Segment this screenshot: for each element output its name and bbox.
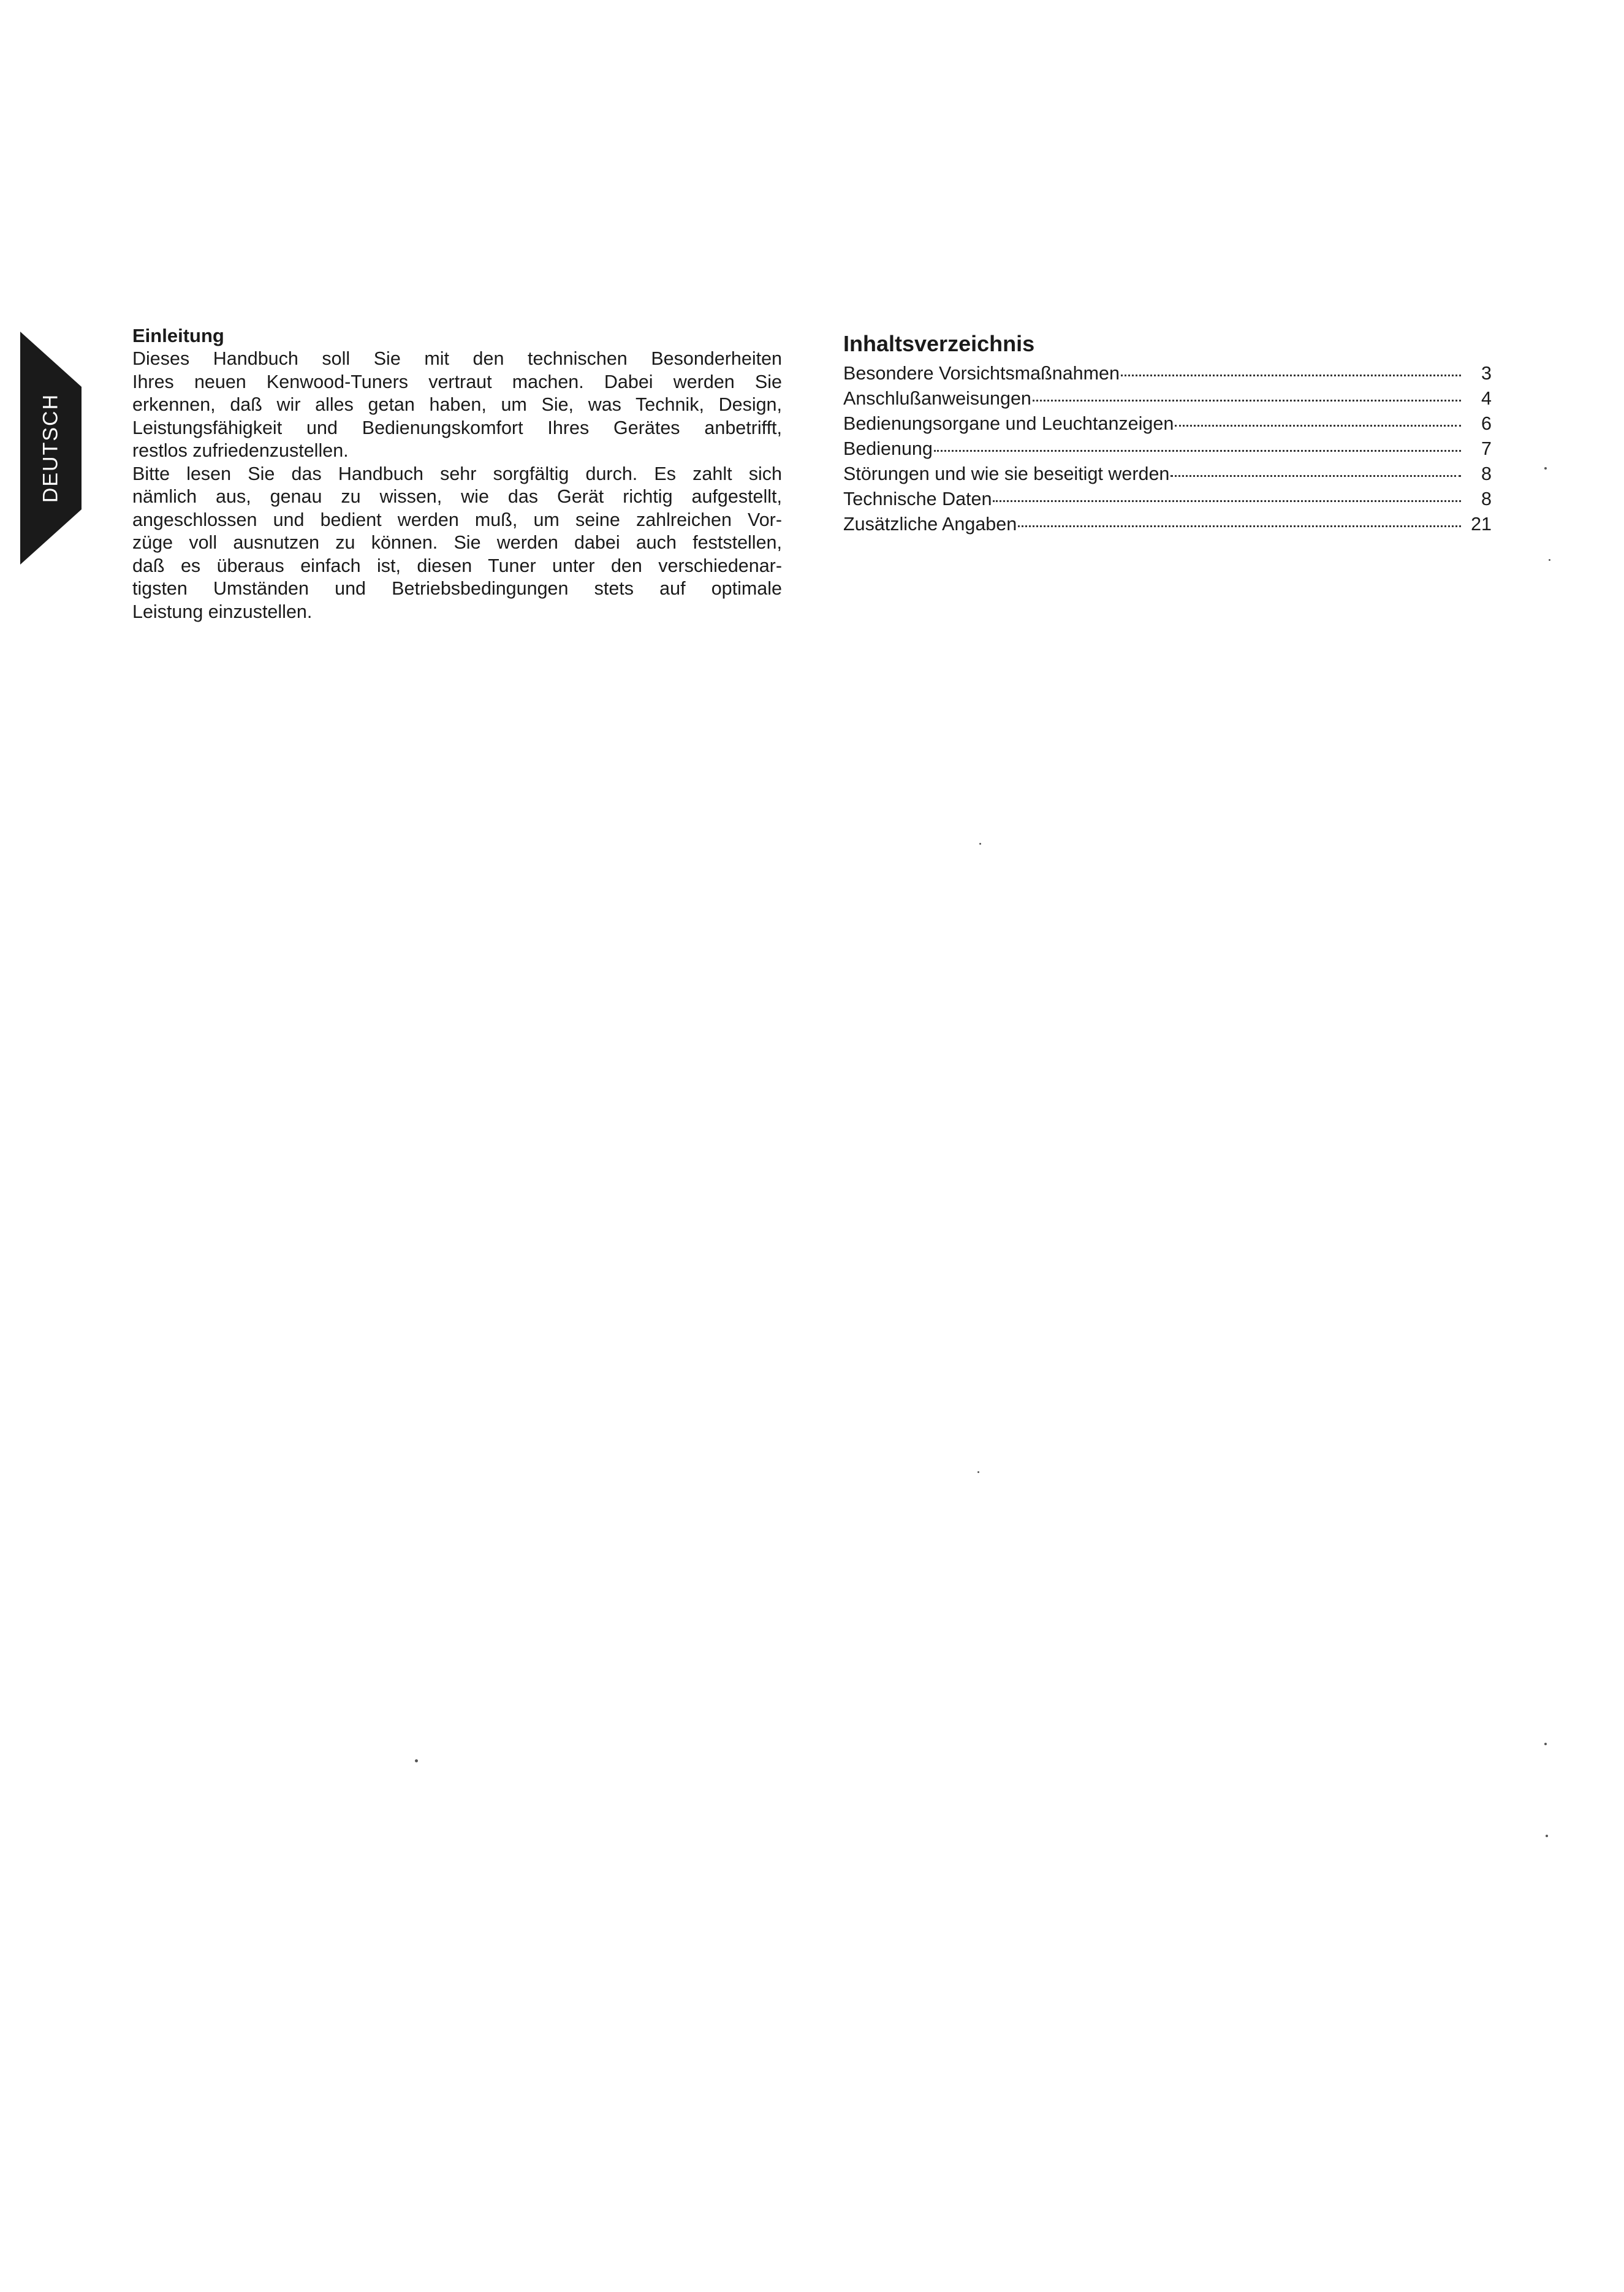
toc-entry[interactable]	[843, 511, 1492, 536]
introduction-paragraph	[132, 463, 782, 624]
toc-entry-page: 4	[1481, 387, 1492, 409]
scan-speck	[1549, 559, 1550, 561]
toc-dot-leader	[1121, 360, 1461, 379]
paragraph-line: Leistungsfähigkeit und Bedienungskomfort Ihres Gerätes anbetrifft,	[132, 417, 782, 438]
introduction-heading: Einleitung	[132, 325, 224, 346]
paragraph-line: züge voll ausnutzen zu können. Sie werden dabei auch feststellen,	[132, 532, 782, 553]
toc-entry-title: Zusätzliche Angaben	[843, 513, 1017, 535]
paragraph-line: tigsten Umständen und Betriebsbedingungen stets auf optimale	[132, 578, 782, 599]
toc-entry-page: 6	[1481, 413, 1492, 434]
paragraph-line: Ihres neuen Kenwood-Tuners vertraut machen. Dabei werden Sie	[132, 371, 782, 392]
paragraph-line: erkennen, daß wir alles getan haben, um Sie, was Technik, Design,	[132, 394, 782, 415]
scan-speck	[1544, 1743, 1547, 1745]
toc-entry-title: Technische Daten	[843, 488, 992, 509]
introduction-paragraph	[132, 348, 782, 463]
language-tab-label: DEUTSCH	[39, 393, 63, 503]
paragraph-line: Dieses Handbuch soll Sie mit den technischen Besonderheiten	[132, 348, 782, 369]
scan-speck	[977, 1471, 979, 1473]
toc-entry-page: 8	[1481, 463, 1492, 484]
toc-entry-title: Bedienungsorgane und Leuchtanzeigen	[843, 413, 1174, 434]
toc-dot-leader	[1175, 411, 1461, 430]
toc-heading: Inhaltsverzeichnis	[843, 331, 1035, 356]
toc-entry[interactable]	[843, 360, 1492, 386]
paragraph-line: angeschlossen und bedient werden muß, um seine zahlreichen Vor-	[132, 509, 782, 530]
toc-entry-page: 21	[1471, 513, 1492, 535]
toc-entry-title: Störungen und wie sie beseitigt werden	[843, 463, 1170, 484]
paragraph-line: daß es überaus einfach ist, diesen Tuner unter den verschiedenar-	[132, 555, 782, 576]
toc-list	[843, 360, 1492, 536]
toc-entry[interactable]	[843, 411, 1492, 436]
toc-entry-page: 8	[1481, 488, 1492, 509]
toc-entry-title: Anschlußanweisungen	[843, 387, 1031, 409]
toc-dot-leader	[1033, 386, 1461, 405]
toc-entry[interactable]	[843, 461, 1492, 486]
toc-dot-leader	[993, 486, 1461, 505]
toc-dot-leader	[1171, 461, 1461, 480]
toc-entry-page: 7	[1481, 438, 1492, 459]
scan-speck	[1546, 1835, 1548, 1837]
toc-entry[interactable]	[843, 386, 1492, 411]
paragraph-line: Bitte lesen Sie das Handbuch sehr sorgfältig durch. Es zahlt sich	[132, 463, 782, 484]
toc-entry-title: Bedienung	[843, 438, 933, 459]
paragraph-line: nämlich aus, genau zu wissen, wie das Gerät richtig aufgestellt,	[132, 486, 782, 507]
paragraph-line: restlos zufriedenzustellen.	[132, 440, 349, 461]
toc-entry[interactable]	[843, 486, 1492, 511]
introduction-section	[132, 325, 782, 623]
paragraph-line: Leistung einzustellen.	[132, 601, 313, 622]
table-of-contents	[843, 331, 1492, 536]
toc-dot-leader	[934, 436, 1461, 455]
toc-dot-leader	[1018, 511, 1461, 530]
toc-entry[interactable]	[843, 436, 1492, 461]
scan-speck	[415, 1759, 418, 1762]
toc-entry-page: 3	[1481, 362, 1492, 384]
scan-speck	[1544, 467, 1547, 470]
language-tab	[20, 332, 82, 565]
scan-speck	[979, 843, 981, 845]
toc-entry-title: Besondere Vorsichtsmaßnahmen	[843, 362, 1120, 384]
